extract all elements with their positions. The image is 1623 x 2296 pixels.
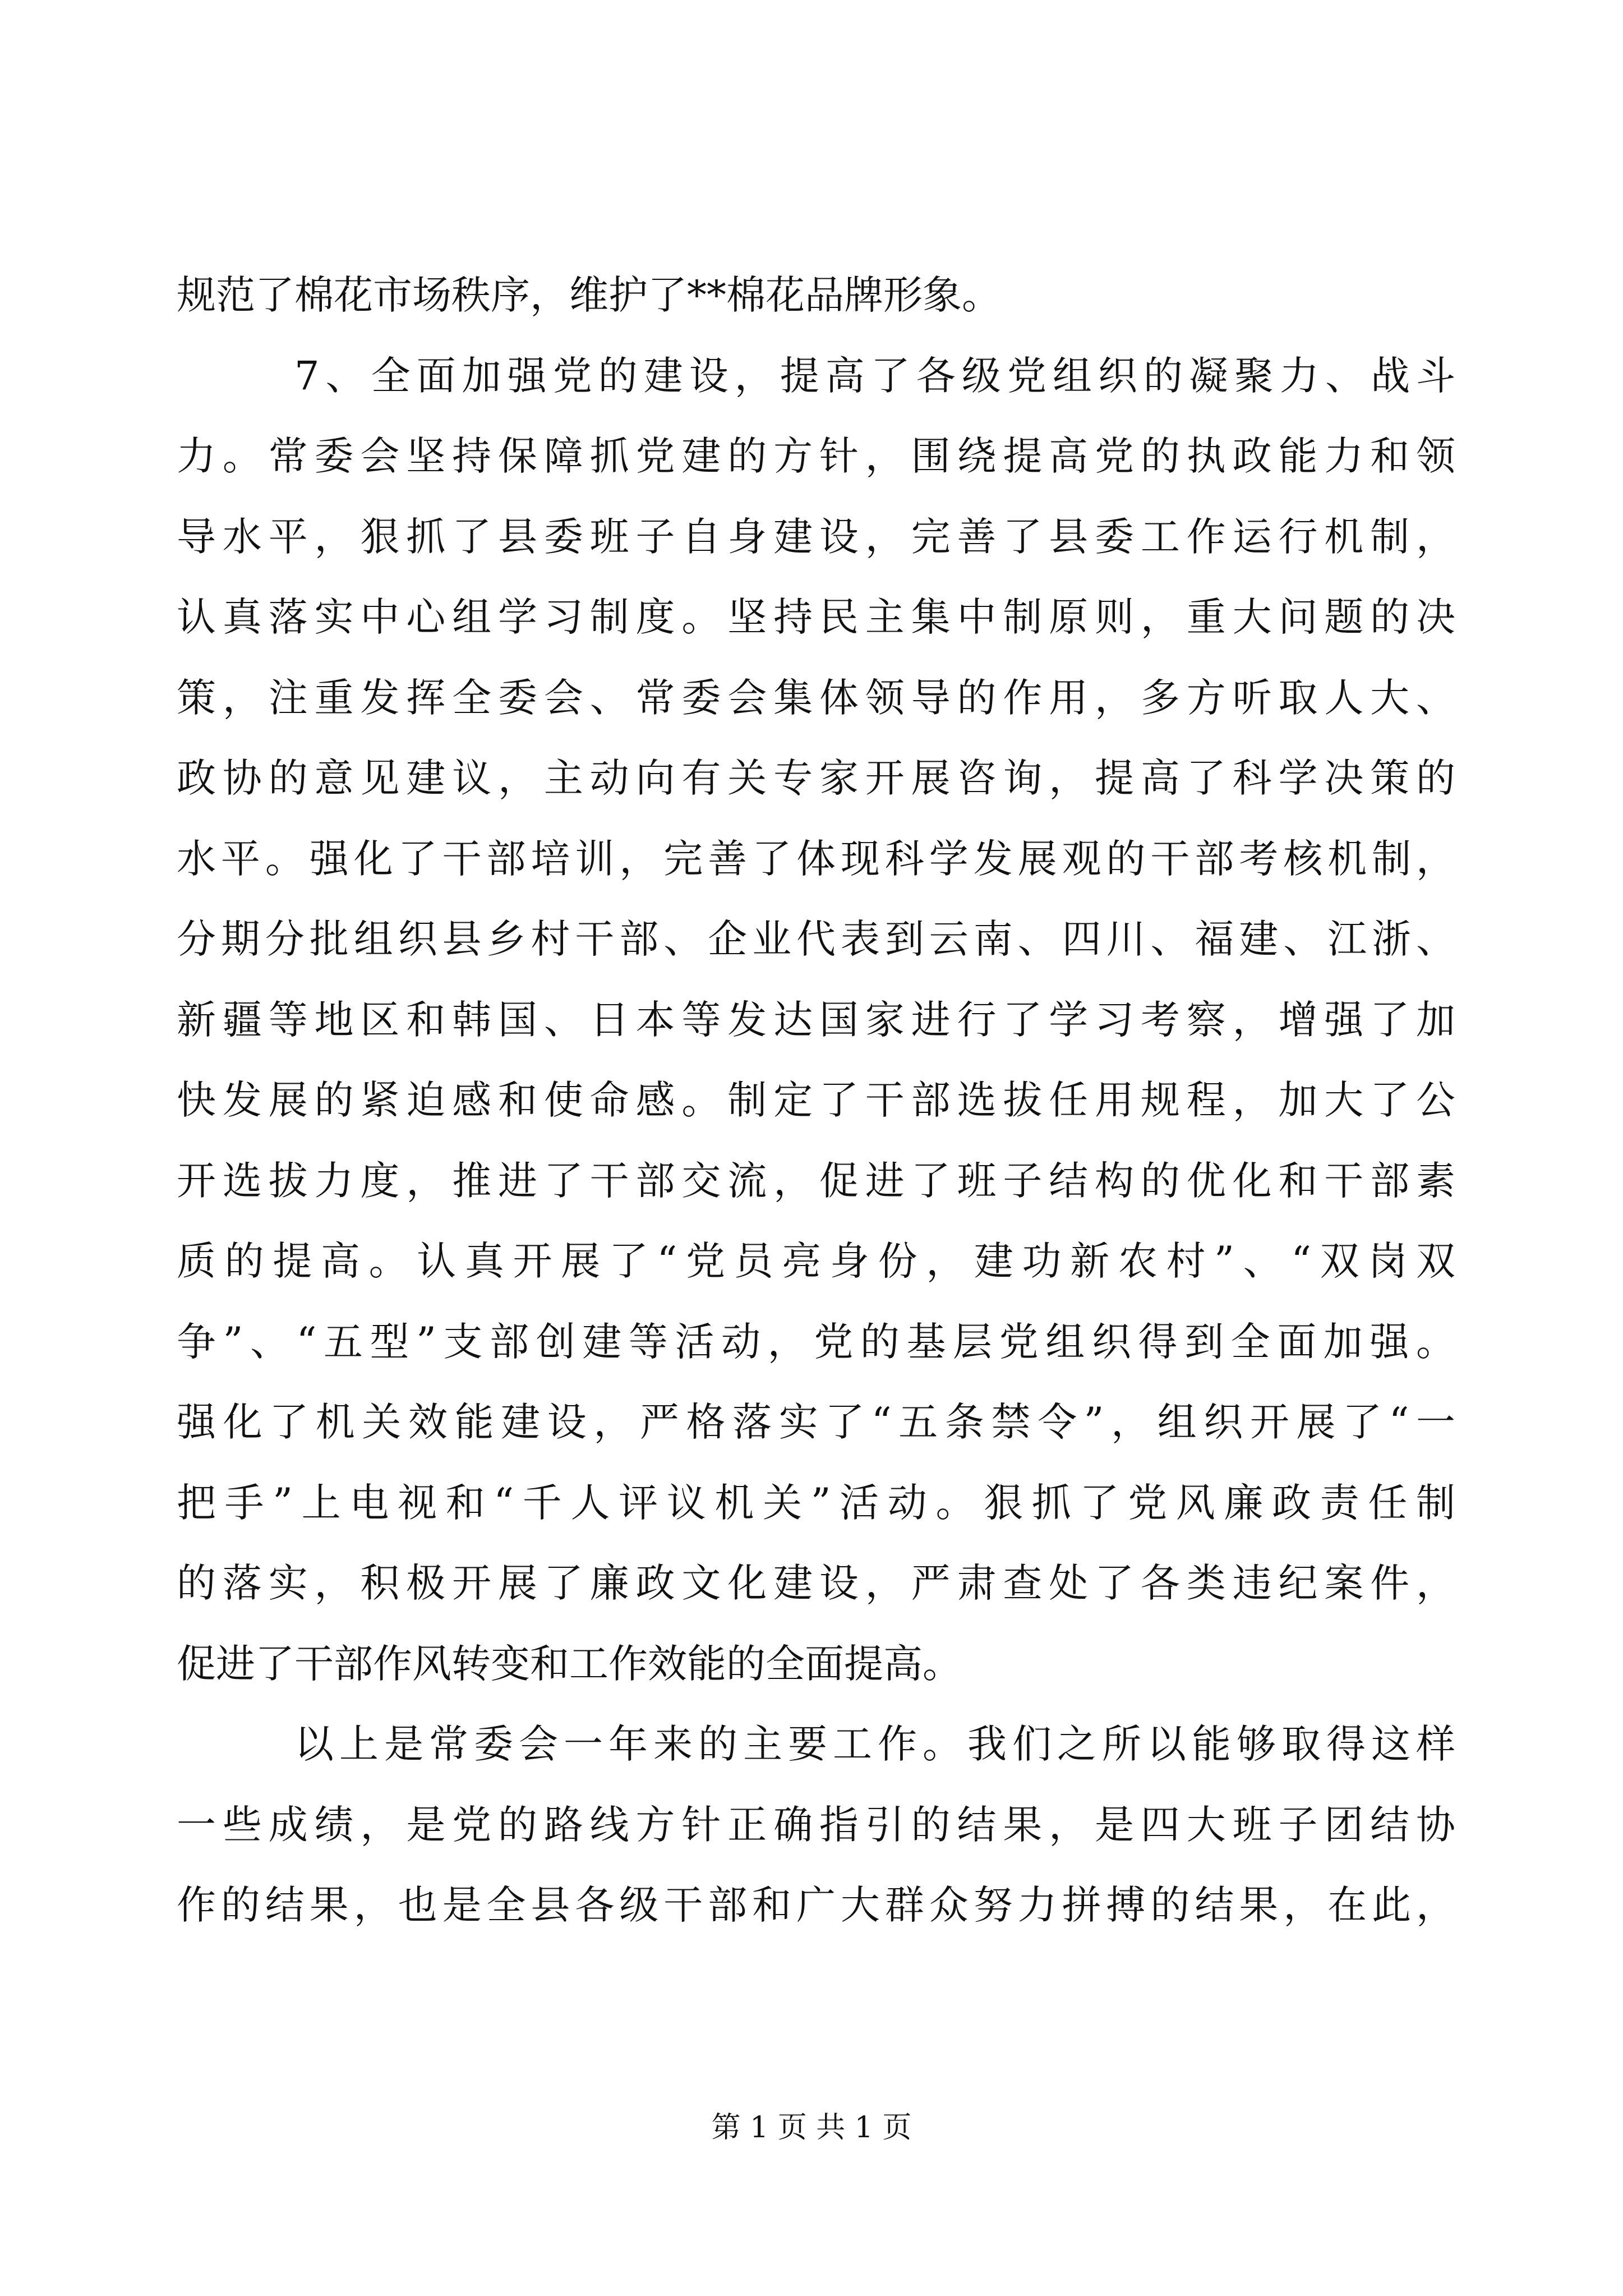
text-line: 快发展的紧迫感和使命感。制定了干部选拔任用规程，加大了公 xyxy=(177,1077,1455,1123)
text-line: 力。常委会坚持保障抓党建的方针，围绕提高党的执政能力和领 xyxy=(177,433,1455,479)
text-line: 争”、“五型”支部创建等活动，党的基层党组织得到全面加强。 xyxy=(177,1318,1455,1365)
text-line: 以上是常委会一年来的主要工作。我们之所以能够取得这样 xyxy=(294,1721,1455,1767)
text-line: 导水平，狠抓了县委班子自身建设，完善了县委工作运行机制， xyxy=(177,513,1455,560)
text-line: 政协的意见建议，主动向有关专家开展咨询，提高了科学决策的 xyxy=(177,755,1455,801)
text-line: 策，注重发挥全委会、常委会集体领导的作用，多方听取人大、 xyxy=(177,674,1455,721)
text-line: 把手”上电视和“千人评议机关”活动。狠抓了党风廉政责任制 xyxy=(177,1479,1455,1526)
text-line: 7、全面加强党的建设，提高了各级党组织的凝聚力、战斗 xyxy=(294,352,1455,399)
text-line: 质的提高。认真开展了“党员亮身份，建功新农村”、“双岗双 xyxy=(177,1238,1455,1284)
document-body xyxy=(177,255,1455,1946)
text-line: 强化了机关效能建设，严格落实了“五条禁令”，组织开展了“一 xyxy=(177,1399,1455,1445)
page-footer: 第 1 页 共 1 页 xyxy=(711,2111,912,2145)
text-line: 规范了棉花市场秩序，维护了**棉花品牌形象。 xyxy=(177,272,1001,318)
text-line: 水平。强化了干部培训，完善了体现科学发展观的干部考核机制， xyxy=(177,835,1455,882)
text-line: 的落实，积极开展了廉政文化建设，严肃查处了各类违纪案件， xyxy=(177,1560,1455,1606)
text-line: 新疆等地区和韩国、日本等发达国家进行了学习考察，增强了加 xyxy=(177,996,1455,1043)
text-line: 作的结果，也是全县各级干部和广大群众努力拼搏的结果，在此， xyxy=(177,1882,1455,1928)
text-line: 认真落实中心组学习制度。坚持民主集中制原则，重大问题的决 xyxy=(177,594,1455,640)
text-line: 一些成绩，是党的路线方针正确指引的结果，是四大班子团结协 xyxy=(177,1801,1455,1848)
text-line: 开选拔力度，推进了干部交流，促进了班子结构的优化和干部素 xyxy=(177,1157,1455,1204)
text-line: 分期分批组织县乡村干部、企业代表到云南、四川、福建、江浙、 xyxy=(177,916,1455,962)
text-line: 促进了干部作风转变和工作效能的全面提高。 xyxy=(177,1640,962,1687)
